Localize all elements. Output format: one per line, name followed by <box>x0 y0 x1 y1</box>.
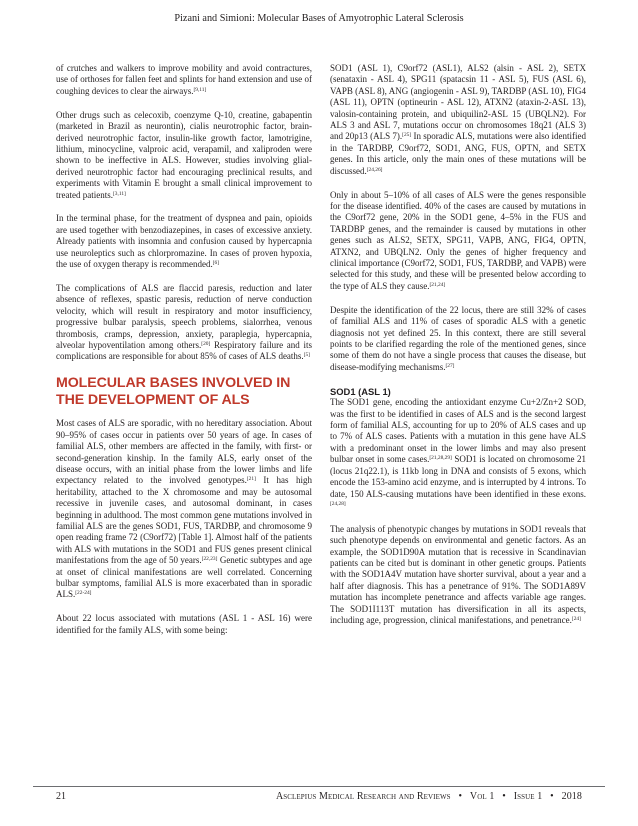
paragraph: Only in about 5–10% of all cases of ALS were the genes responsible for the disease identified. 40% of the cases are caused by mutations in the C9orf72 gene, 20% in the SOD1 gene, 4–5% in the FUS and TARDBP genes, and the remainder is caused by mutations in other genes such as ALS2, SETX, SPG11, VAPB, ANG, FIG4, OPTN, ATXN2, and UBQLN2. Only the genes of higher frequency and clinical importance (C9orf72, SOD1, FUS, TARDBP, and VAPB) were selected for this study, and these will be presented below according to the type of ALS they cause.[21,24] <box>330 189 586 291</box>
paragraph: of crutches and walkers to improve mobility and avoid contractures, use of orthoses for fallen feet and splints for hand extension and use of coughing devices to clear the airways.[9,11] <box>56 63 312 96</box>
paragraph: The SOD1 gene, encoding the antioxidant enzyme Cu+2/Zn+2 SOD, was the first to be identified in cases of ALS and is the second largest form of familial ALS, accounting for up to 20% of ALS cases and up to 7% of ALS cases. Patients with a mutation in this gene have ALS with a predominant onset in the lower limbs and may also present bulbar onset in some cases.[21,28,29] SOD1 is located on chromosome 21 (locus 21q22.1), is 11kb long in DNA and consists of 5 exons, which encode the 153-amino acid enzyme, and is interrupted by 4 introns. To date, 150 ALS-causing mutations have been identified in these exons.[24,28] <box>330 397 586 507</box>
footer-divider <box>33 786 605 787</box>
citation: [21,24] <box>429 281 446 288</box>
paragraph: Despite the identification of the 22 locus, there are still 32% of cases of familial ALS and 11% of cases of sporadic ALS with a genetic diagnosis not yet defined 25. In this context, there are still several points to be clarified regarding the role of the mentioned genes, since some of them do not have a single process that causes the disease, but disease-modifying mechanisms.[27] <box>330 304 586 372</box>
citation: [22,23] <box>201 556 218 563</box>
paragraph: About 22 locus associated with mutations (ASL 1 - ASL 16) were identified for the family ALS, with some being: <box>56 613 312 635</box>
citation: [24,28] <box>330 500 346 507</box>
citation: [3,11] <box>112 190 126 197</box>
citation: [5] <box>303 352 310 359</box>
paragraph: Other drugs such as celecoxib, coenzyme Q-10, creatine, gabapentin (marketed in Brazil as neurontin), cialis neurotrophic factor, brain-derived neurotrophic factor, insulin-like growth factor, lamotrigine, lithium, minocycline, valproic acid, verapamil, and xaliproden were shown to be ineffective in ALS. However, studies involving glial-derived neurotrophic factor had encouraging preclinical results, and experiments with Vitamin E brought a small clinical improvement to treated patients.[3,11] <box>56 109 312 200</box>
right-column <box>330 63 586 639</box>
journal-year: 2018 <box>561 791 582 802</box>
footer-separator: • <box>502 791 506 802</box>
citation: [24] <box>571 616 581 623</box>
citation: [24,26] <box>366 166 383 173</box>
citation: [25] <box>402 132 412 139</box>
paragraph: In the terminal phase, for the treatment of dyspnea and pain, opioids are used together with benzodiazepines, in cases of excessive anxiety. Already patients with insomnia and confusion caused by hypercapnia use neuroleptics such as chlorpromazine. In cases of proven hypoxia, the use of oxygen therapy is recommended.[6] <box>56 213 312 270</box>
subsection-heading: SOD1 (ASL 1) <box>330 385 391 397</box>
footer-separator: • <box>458 791 463 802</box>
section-heading: MOLECULAR BASES INVOLVED IN THE DEVELOPMENT OF ALS <box>56 375 291 408</box>
citation: [20] <box>201 341 211 348</box>
citation: [21] <box>246 476 256 483</box>
citation: [9,11] <box>193 86 207 93</box>
citation: [27] <box>445 362 455 369</box>
citation: [6] <box>212 260 219 267</box>
journal-issue: Issue 1 <box>513 791 543 802</box>
journal-name: Asclepius Medical Research and Reviews <box>275 791 451 802</box>
paragraph: The analysis of phenotypic changes by mutations in SOD1 reveals that such phenotype depends on environmental and genetic factors. As an example, the SOD1D90A mutation that is recessive in Scandinavian patients can be cited but is dominant in other genetic groups. Patients with the SOD1A4V mutation have shorter survival, about a year and a half after diagnosis. This has a penetrance of 91%. The SOD1A89V mutation has incomplete penetrance and affects variable age ranges. The SOD1I113T mutation has diversification in all its aspects, including age, progression, clinical manifestations, and penetrance.[24] <box>330 523 586 626</box>
citation: [21,28,29] <box>429 455 452 462</box>
citation: [22-24] <box>75 590 92 597</box>
running-header: Pizani and Simioni: Molecular Bases of Amyotrophic Lateral Sclerosis <box>174 13 464 24</box>
footer-separator: • <box>550 791 554 802</box>
journal-volume: Vol 1 <box>469 791 495 802</box>
paragraph: The complications of ALS are flaccid paresis, reduction and later absence of reflexes, spastic paresis, reduction of nerve conduction velocity, which will result in respiratory and motor insufficiency, progressive bulbar paralysis, speech problems, sialorrhea, venous thrombosis, cramps, depression, anxiety, paraplegia, hypercapnia, alveolar hypoventilation among others.[20] Respiratory failure and its complications are responsible for about 85% of cases of ALS deaths.[5] <box>56 283 312 362</box>
paragraph: Most cases of ALS are sporadic, with no hereditary association. About 90–95% of cases occur in patients over 50 years of age. In cases of familial ALS, other members are affected in the family, with first- or second-generation kinship. In the family ALS, early onset of the disease occurs, with an initial phase from the lower limbs and life expectancy related to the involved genotypes.[21] It has high heritability, attached to the X chromosome and may be autosomal recessive in juvenile cases, and autosomal dominant, in cases beginning in adulthood. The most common gene mutations involved in familial ALS are the genes SOD1, FUS, TARDBP, and chromosome 9 open reading frame 72 (C9orf72) [Table 1]. Almost half of the patients with ALS with mutations in the SOD1 and FUS genes present clinical manifestations from the age of 50 years.[22,23] Genetic subtypes and age at onset of clinical manifestations are well correlated. Concerning bulbar symptoms, familial ALS is more exacerbated than in sporadic ALS.[22-24] <box>56 418 313 600</box>
left-column <box>56 63 312 649</box>
journal-footer <box>276 791 582 802</box>
paragraph: SOD1 (ASL 1), C9orf72 (ASL1), ALS2 (alsin - ASL 2), SETX (senataxin - ASL 4), SPG11 (spatacsin 11 - ASL 5), FUS (ASL 6), VAPB (ASL 8), ANG (angiogenin - ASL 9), TARDBP (ASL 10), FIG4 (ASL 11), OPTN (optineurin - ASL 12), ATXN2 (ataxin-2-ASL 13), valosin-containing protein, and ubiquilin2-ASL 15 (UBQLN2). For ALS 3 and ASL 7, mutations occur on chromosomes 18q21 (ALS 3) and 20p13 (ALS 7).[25] In sporadic ALS, mutations were also identified in the TARDBP, C9orf72, SOD1, ANG, FUS, OPTN, and SETX genes. In this article, only the main ones of these mutations will be discussed.[24,26] <box>330 63 586 176</box>
page-number: 21 <box>56 791 66 802</box>
